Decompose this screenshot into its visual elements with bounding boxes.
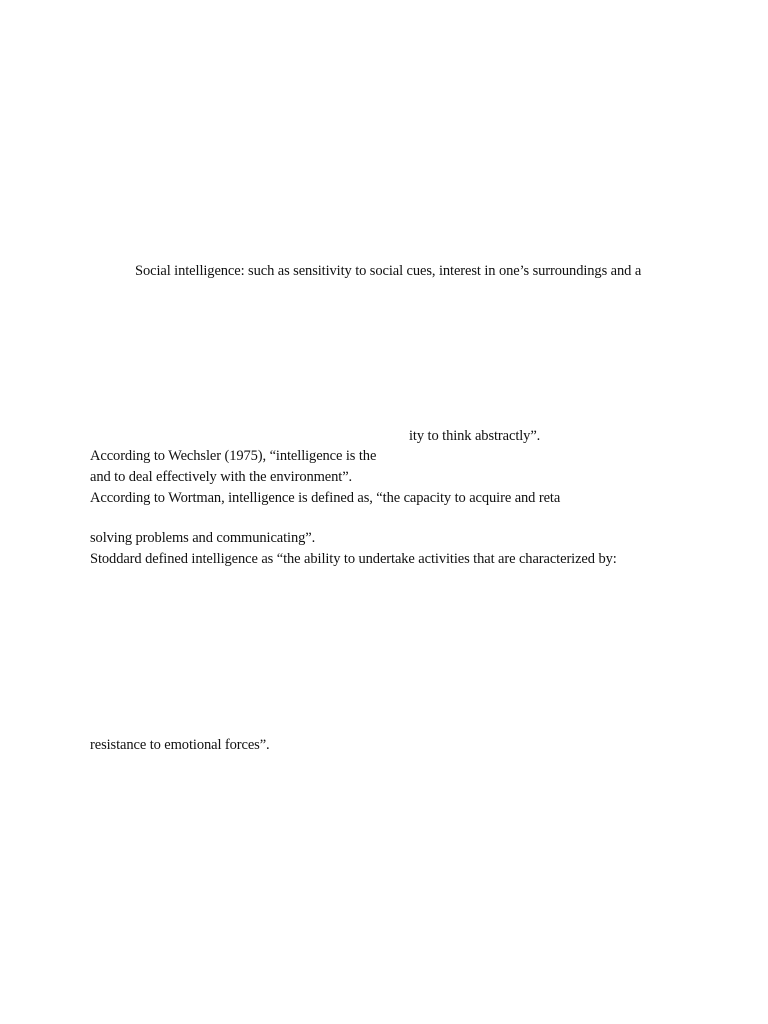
text-line-wortman: According to Wortman, intelligence is defined as, “the capacity to acquire and reta bbox=[90, 490, 561, 506]
text-line-think-abstractly: ity to think abstractly”. bbox=[409, 428, 541, 444]
text-line-social-intelligence: Social intelligence: such as sensitivity to social cues, interest in one’s surroundings and a bbox=[135, 263, 642, 279]
text-line-stoddard: Stoddard defined intelligence as “the ability to undertake activities that are characterized by: bbox=[90, 551, 617, 567]
text-line-wechsler: According to Wechsler (1975), “intelligence is the bbox=[90, 448, 377, 464]
text-line-emotional-forces: resistance to emotional forces”. bbox=[90, 737, 270, 753]
text-line-solving-problems: solving problems and communicating”. bbox=[90, 530, 316, 546]
text-line-environment: and to deal effectively with the environment”. bbox=[90, 469, 353, 485]
